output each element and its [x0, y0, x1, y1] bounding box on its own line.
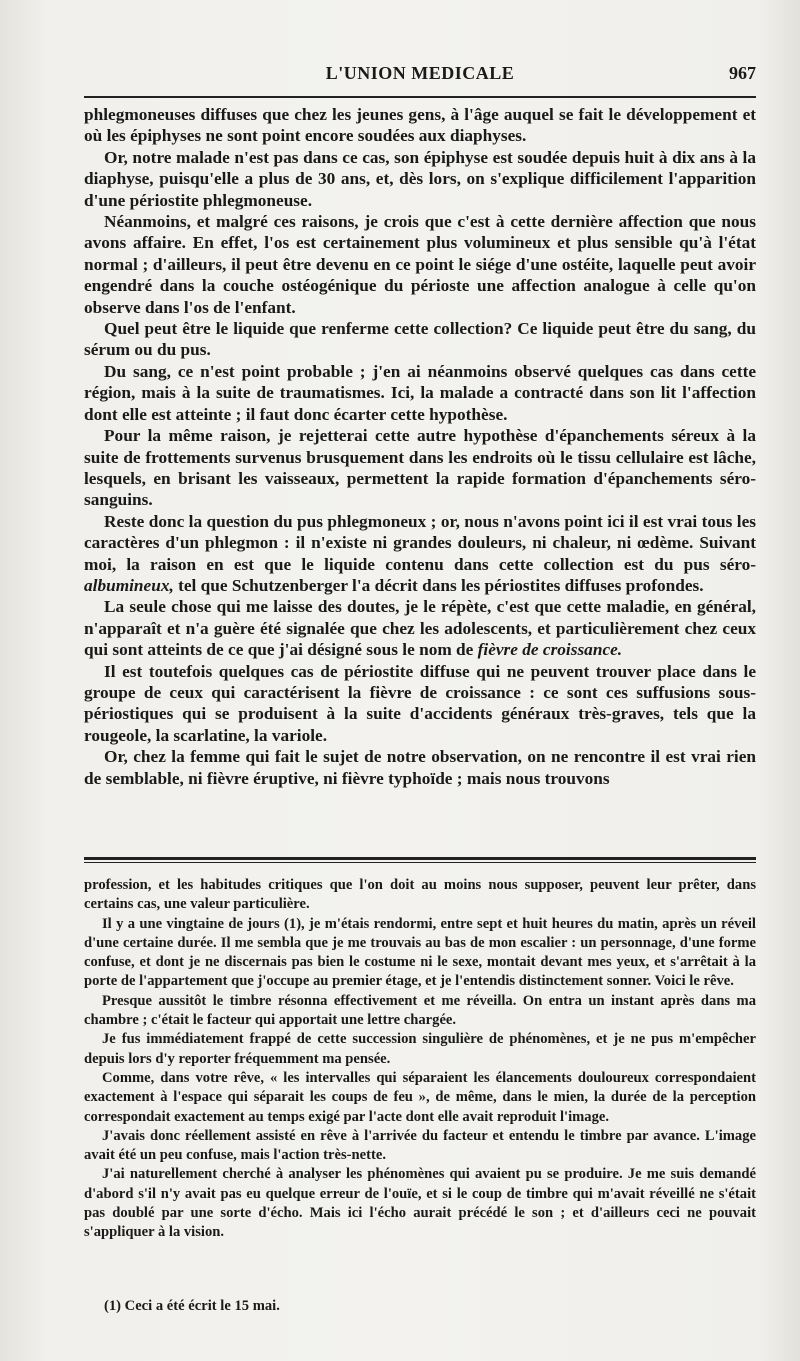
footnote-text — [84, 876, 756, 1243]
footnote-separator — [84, 857, 756, 860]
footnote-paragraph: J'avais donc réellement assisté en rêve à l'arrivée du facteur et entendu le timbre par avance. L'image avait été un peu confuse, mais l'action très-nette. — [84, 1127, 756, 1164]
running-title: L'UNION MEDICALE — [325, 63, 515, 83]
italic-term: albumineux, — [84, 575, 174, 595]
footnote-paragraph: Presque aussitôt le timbre résonna effectivement et me réveilla. On entra un instant après dans ma chambre ; c'était le facteur qui apportait une lettre chargée. — [84, 992, 756, 1029]
paragraph — [84, 596, 756, 660]
paragraph: Or, notre malade n'est pas dans ce cas, son épiphyse est soudée depuis huit à dix ans à la diaphyse, puisqu'elle a plus de 30 ans, et, dès lors, on s'explique difficilement l'apparition d'une périostite phlegmoneuse. — [84, 147, 756, 210]
paragraph: Il est toutefois quelques cas de périostite diffuse qui ne peuvent trouver place dans le groupe de ceux qui caractérisent la fièvre de croissance : ce sont ces suffusions sous-périostiques qui se produisent à la suite d'accidents généraux très-graves, tels que la rougeole, la scarlatine, la variole. — [84, 661, 756, 745]
page-number: 967 — [729, 63, 756, 83]
footnote-paragraph: profession, et les habitudes critiques que l'on doit au moins nous supposer, peuvent leur prêter, dans certains cas, une valeur particulière. — [84, 877, 756, 913]
footnote-separator-thin — [84, 862, 756, 863]
main-text — [84, 104, 756, 789]
paragraph: Du sang, ce n'est point probable ; j'en ai néanmoins observé quelques cas dans cette région, mais à la suite de traumatismes. Ici, la malade a contracté dans son lit l'affection dont elle est atteinte ; il faut donc écarter cette hypothèse. — [84, 361, 756, 424]
italic-term: fièvre de croissance. — [477, 640, 623, 660]
footnote-reference: (1) Ceci a été écrit le 15 mai. — [104, 1298, 280, 1314]
paragraph: Or, chez la femme qui fait le sujet de notre observation, on ne rencontre il est vrai rien de semblable, ni fièvre éruptive, ni fièvre typhoïde ; mais nous trouvons — [84, 747, 756, 788]
paragraph — [84, 511, 756, 597]
footnote-paragraph: Je fus immédiatement frappé de cette succession singulière de phénomènes, et je ne pus m'empêcher depuis lors d'y reporter fréquemment ma pensée. — [84, 1031, 756, 1067]
footnote-paragraph: Comme, dans votre rêve, « les intervalles qui séparaient les élancements douloureux correspondaient exactement à l'espace qui séparait les coups de feu », de même, dans le mien, la durée de la perception correspondait exactement au temps exigé par l'acte dont elle avait reproduit l'image. — [84, 1069, 756, 1125]
paragraph: phlegmoneuses diffuses que chez les jeunes gens, à l'âge auquel se fait le développement et où les épiphyses ne sont point encore soudées aux diaphyses. — [84, 105, 756, 146]
paragraph: Quel peut être le liquide que renferme cette collection? Ce liquide peut être du sang, du sérum ou du pus. — [84, 319, 756, 360]
footnote-paragraph: Il y a une vingtaine de jours (1), je m'étais rendormi, entre sept et huit heures du matin, après un réveil d'une certaine durée. Il me sembla que je me trouvais au bas de mon escalier : un personnage, d'une forme confuse, et dont je ne discernais pas bien le costume ni le sexe, montait devant mes yeux, et s'arrêtait à la porte de l'appartement que j'occupe au premier étage, et je l'entendis distinctement sonner. Voici le rêve. — [84, 915, 756, 990]
footnote-paragraph: J'ai naturellement cherché à analyser les phénomènes qui avaient pu se produire. Je me suis demandé d'abord s'il n'y avait pas eu quelque erreur de l'ouïe, et si le coup de timbre qui m'avait réveillé ne s'était pas doublé par une sorte d'écho. Mais ici l'écho aurait précédé le son ; et d'ailleurs ceci ne pouvait s'appliquer à la vision. — [84, 1166, 756, 1241]
paragraph-text: La seule chose qui me laisse des doutes, je le répète, c'est que cette maladie, en général, n'apparaît et n'a guère été signalée que chez les adolescents, et particulièrement chez ceux qui sont atteints de ce que j'ai désigné sous le nom de — [84, 597, 756, 660]
page-header — [84, 63, 756, 91]
paragraph-text: tel que Schutzenberger l'a décrit dans les périostites diffuses profondes. — [173, 575, 704, 595]
header-rule — [84, 96, 756, 98]
paragraph-text: Reste donc la question du pus phlegmoneux ; or, nous n'avons point ici il est vrai tous les caractères d'un phlegmon : il n'existe ni grandes douleurs, ni chaleur, ni œdème. Suivant moi, la raison en est que le liquide contenu dans cette collection est du pus séro- — [84, 511, 756, 574]
paragraph: Pour la même raison, je rejetterai cette autre hypothèse d'épanchements séreux à la suite de frottements survenus brusquement dans les endroits où le tissu cellulaire est lâche, lesquels, en brisant les vaisseaux, permettent la rapide formation d'épanchements séro-sanguins. — [84, 426, 756, 510]
paragraph: Néanmoins, et malgré ces raisons, je crois que c'est à cette dernière affection que nous avons affaire. En effet, l'os est certainement plus volumineux et plus sensible qu'à l'état normal ; d'ailleurs, il peut être devenu en ce point le siége d'une ostéite, laquelle peut avoir engendré dans la couche ostéogénique du périoste une affection analogue à celle qu'on observe dans l'os de l'enfant. — [84, 212, 756, 317]
